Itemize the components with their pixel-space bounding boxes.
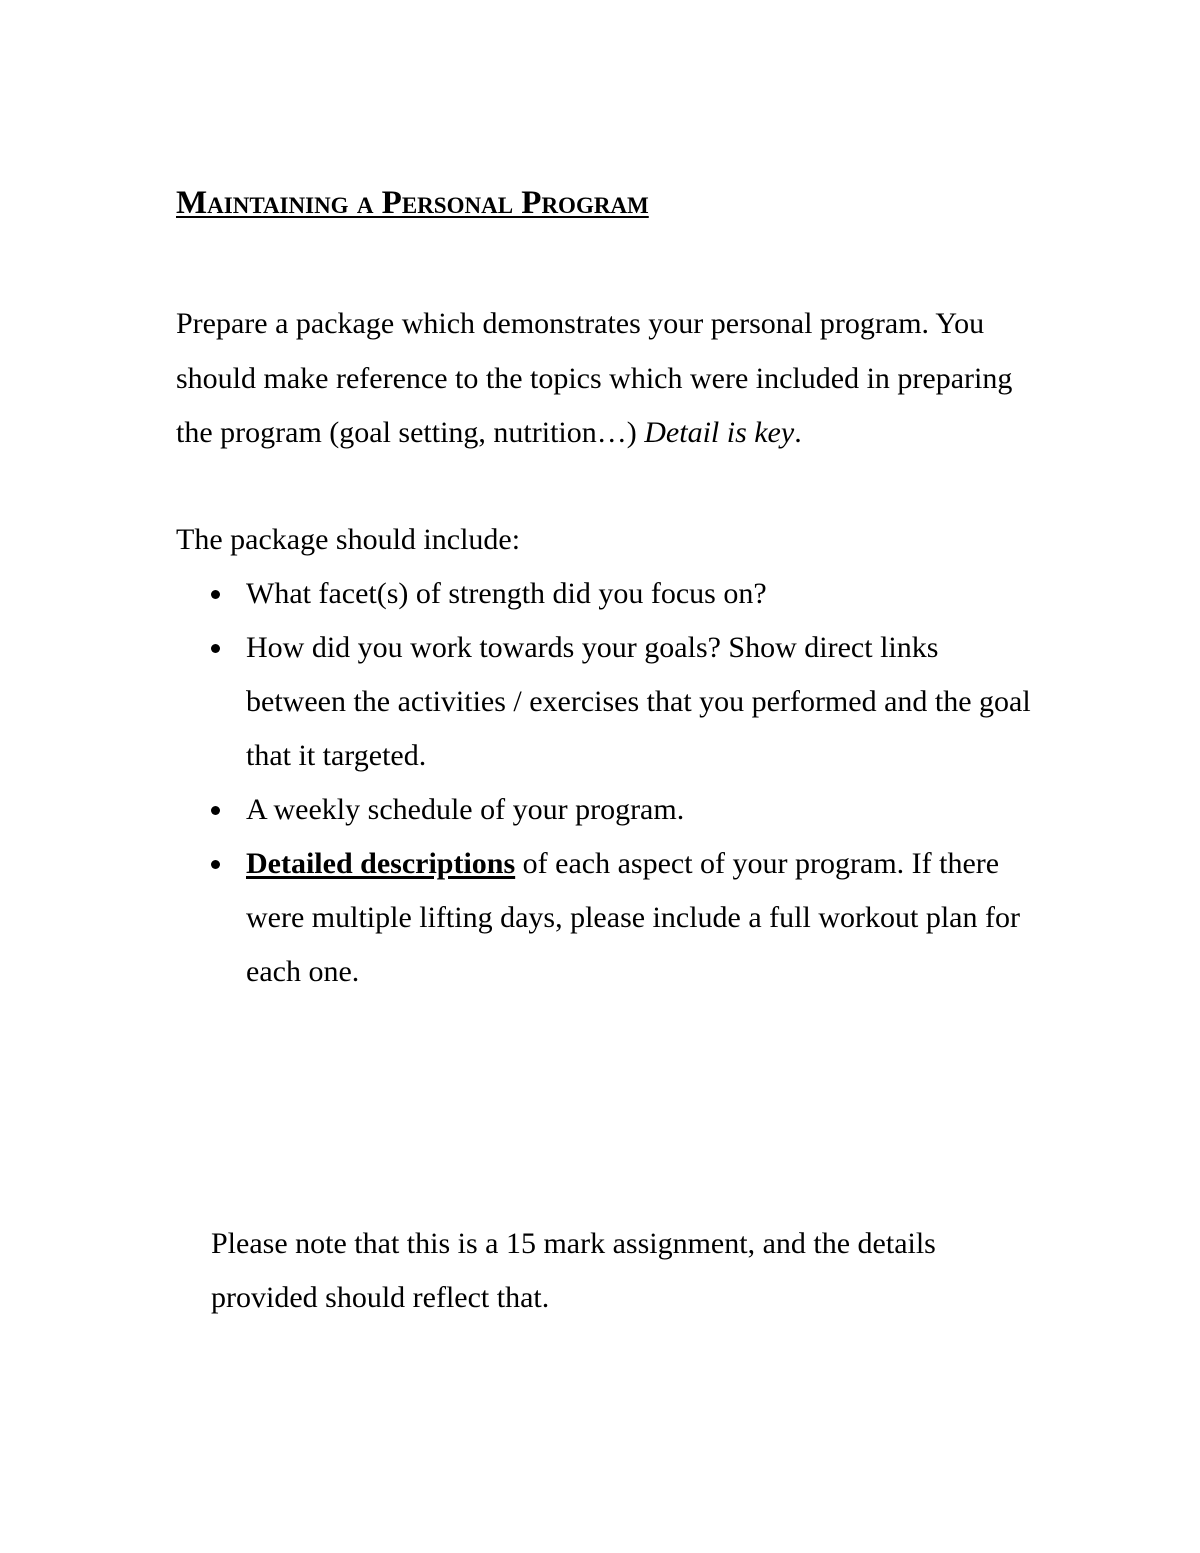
intro-emphasis: Detail is key bbox=[644, 416, 795, 449]
bullet-icon bbox=[211, 806, 220, 815]
list-item bbox=[176, 837, 1036, 999]
list-item bbox=[176, 567, 1036, 621]
list-item-text: A weekly schedule of your program. bbox=[246, 793, 685, 826]
document-title: Maintaining a Personal Program bbox=[176, 185, 649, 221]
list-item-text: What facet(s) of strength did you focus on? bbox=[246, 577, 767, 610]
intro-end: . bbox=[794, 416, 802, 449]
list-item-text: How did you work towards your goals? Show direct links between the activities / exercises that you performed and the goal that it targeted. bbox=[246, 631, 1031, 772]
note-paragraph: Please note that this is a 15 mark assignment, and the details provided should reflect that. bbox=[211, 1227, 936, 1314]
intro-paragraph bbox=[176, 297, 1036, 461]
bullet-icon bbox=[211, 644, 220, 653]
bullet-icon bbox=[211, 590, 220, 599]
list-heading: The package should include: bbox=[176, 523, 521, 556]
bullet-icon bbox=[211, 860, 220, 869]
requirements-list bbox=[176, 567, 1036, 999]
list-item bbox=[176, 621, 1036, 783]
list-item-emphasis: Detailed descriptions bbox=[246, 847, 516, 880]
list-item-text: of each aspect of your program. If there were multiple lifting days, please include a full workout plan for each one. bbox=[246, 847, 1020, 988]
intro-text: Prepare a package which demonstrates your personal program. You should make reference to the topics which were included in preparing the program (goal setting, nutrition…) bbox=[176, 307, 1013, 449]
list-item bbox=[176, 783, 1036, 837]
